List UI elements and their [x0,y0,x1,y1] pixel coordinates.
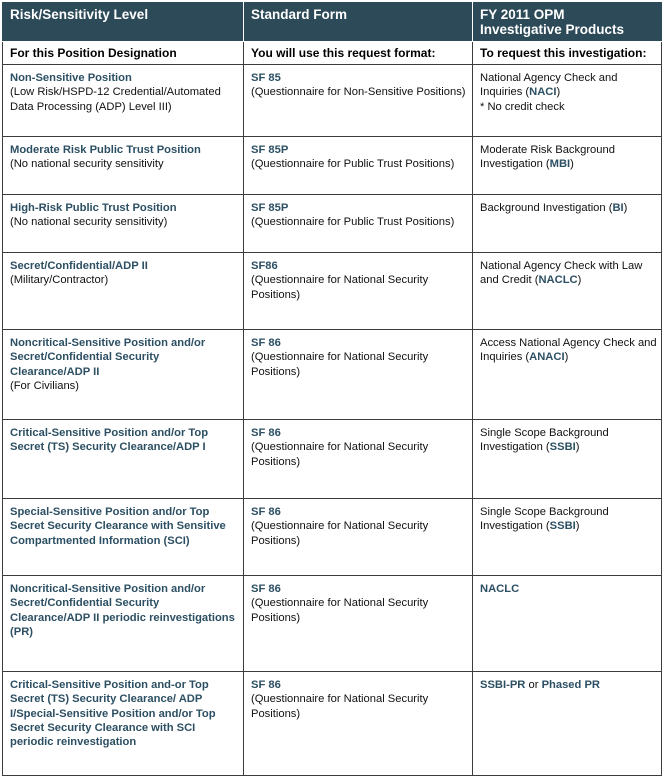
standard-form-cell [244,672,473,776]
table-row [3,499,662,576]
risk-level-title: Non-Sensitive Position [10,72,132,84]
investigation-text: Background Investigation ( [480,202,613,214]
investigation-cell [473,330,662,420]
form-code: SF 86 [251,427,281,439]
investigation-code: BI [612,202,624,214]
investigation-text: National Agency Check with Law and Credit ( [480,260,643,287]
risk-level-note: (Low Risk/HSPD-12 Credential/Automated Data Processing (ADP) Level III) [10,86,221,113]
form-code: SF 85 [251,72,281,84]
form-description: (Questionnaire for Non-Sensitive Positions) [251,86,466,99]
table-row [3,253,662,330]
table-row [3,65,662,137]
investigation-text-end: ) [570,158,574,171]
table-row [3,137,662,195]
table-subheader-row [3,42,662,65]
investigation-cell [473,195,662,253]
risk-level-note: (For Civilians) [10,379,79,392]
form-code: SF86 [251,260,278,272]
standard-form-cell [244,576,473,672]
form-code: SF 86 [251,583,281,595]
table-row [3,576,662,672]
table-row [3,672,662,776]
form-description: (Questionnaire for National Security Positions) [251,520,429,547]
investigation-code: MBI [549,158,571,171]
risk-level-title: Special-Sensitive Position and/or Top Secret Security Clearance with Sensitive Compartmented Information (SCI) [10,506,226,547]
investigation-cell [473,420,662,499]
standard-form-cell [244,499,473,576]
table-row [3,330,662,420]
investigation-code: SSBI-PR [480,679,526,691]
header-risk-level: Risk/Sensitivity Level [3,2,244,42]
header-standard-form: Standard Form [244,2,473,42]
investigation-code: NACI [529,86,557,99]
investigation-code: SSBI [549,441,576,454]
risk-level-cell [3,330,244,420]
risk-level-cell [3,576,244,672]
header-investigative-products-line2: Investigative Products [480,22,625,37]
table-row [3,195,662,253]
investigation-text-end: ) [564,351,569,364]
risk-level-title: Critical-Sensitive Position and-or Top Secret (TS) Security Clearance/ ADP I/Special-Sensitive Position and/or Top Secret Security Clearance with SCI periodic reinvestigation [10,679,216,749]
standard-form-cell [244,65,473,137]
form-description: (Questionnaire for National Security Positions) [251,441,429,468]
form-code: SF 86 [251,337,281,349]
form-description: (Questionnaire for National Security Positions) [251,274,429,301]
header-investigative-products [473,2,662,42]
investigation-cell [473,65,662,137]
risk-level-cell [3,137,244,195]
table-row [3,420,662,499]
investigation-text: Single Scope Background Investigation ( [480,506,609,533]
investigation-cell [473,253,662,330]
investigation-code: NACLC [538,274,578,287]
investigation-cell [473,576,662,672]
investigation-cell [473,672,662,776]
standard-form-cell [244,330,473,420]
investigation-cell [473,499,662,576]
risk-level-title: Moderate Risk Public Trust Position [10,144,201,156]
form-code: SF 85P [251,144,289,156]
form-description: (Questionnaire for National Security Positions) [251,693,429,720]
form-code: SF 86 [251,679,281,691]
subheader-request-investigation: To request this investigation: [473,42,662,65]
investigation-text-end: ) [577,274,582,287]
table-header-row [3,2,662,42]
investigation-cell [473,137,662,195]
investigation-text: Access National Agency Check and Inquiries ( [480,337,657,364]
subheader-position-designation: For this Position Designation [3,42,244,65]
standard-form-cell [244,137,473,195]
form-description: (Questionnaire for National Security Positions) [251,351,429,378]
form-code: SF 86 [251,506,281,518]
investigation-text: Single Scope Background Investigation ( [480,427,609,454]
form-description: (Questionnaire for Public Trust Positions) [251,158,455,171]
risk-level-cell [3,65,244,137]
subheader-request-format: You will use this request format: [244,42,473,65]
investigation-text: Moderate Risk Background Investigation ( [480,144,615,171]
risk-level-cell [3,499,244,576]
standard-form-cell [244,420,473,499]
risk-level-cell [3,672,244,776]
investigation-text-end: ) [575,520,580,533]
investigation-code-secondary: Phased PR [541,679,601,691]
form-description: (Questionnaire for Public Trust Positions) [251,216,455,229]
form-code: SF 85P [251,202,289,214]
risk-level-cell [3,420,244,499]
investigation-table-wrapper [2,2,661,776]
risk-level-note: (Military/Contractor) [10,274,109,287]
header-investigative-products-line1: FY 2011 OPM [480,7,565,22]
investigation-note: * No credit check [480,100,565,113]
standard-form-cell [244,195,473,253]
investigation-text-end: ) [575,441,580,454]
risk-level-title: Noncritical-Sensitive Position and/or Secret/Confidential Security Clearance/ADP II [10,337,206,378]
risk-level-title: High-Risk Public Trust Position [10,202,177,214]
investigation-connector: or [525,679,542,691]
investigation-code: SSBI [549,520,576,533]
investigation-text: National Agency Check and Inquiries ( [480,72,618,99]
risk-level-note: (No national security sensitivity [10,158,164,171]
investigation-text-end: ) [556,86,561,99]
risk-level-title: Critical-Sensitive Position and/or Top Secret (TS) Security Clearance/ADP I [10,427,209,454]
investigation-code: NACLC [480,583,520,595]
investigation-requirements-table [2,2,662,776]
risk-level-cell [3,253,244,330]
risk-level-title: Noncritical-Sensitive Position and/or Secret/Confidential Security Clearance/ADP II periodic reinvestigations (PR) [10,583,235,638]
form-description: (Questionnaire for National Security Positions) [251,597,429,624]
risk-level-cell [3,195,244,253]
standard-form-cell [244,253,473,330]
risk-level-title: Secret/Confidential/ADP II [10,260,148,272]
investigation-text-end: ) [623,202,628,214]
risk-level-note: (No national security sensitivity) [10,216,168,229]
investigation-code: ANACI [529,351,565,364]
